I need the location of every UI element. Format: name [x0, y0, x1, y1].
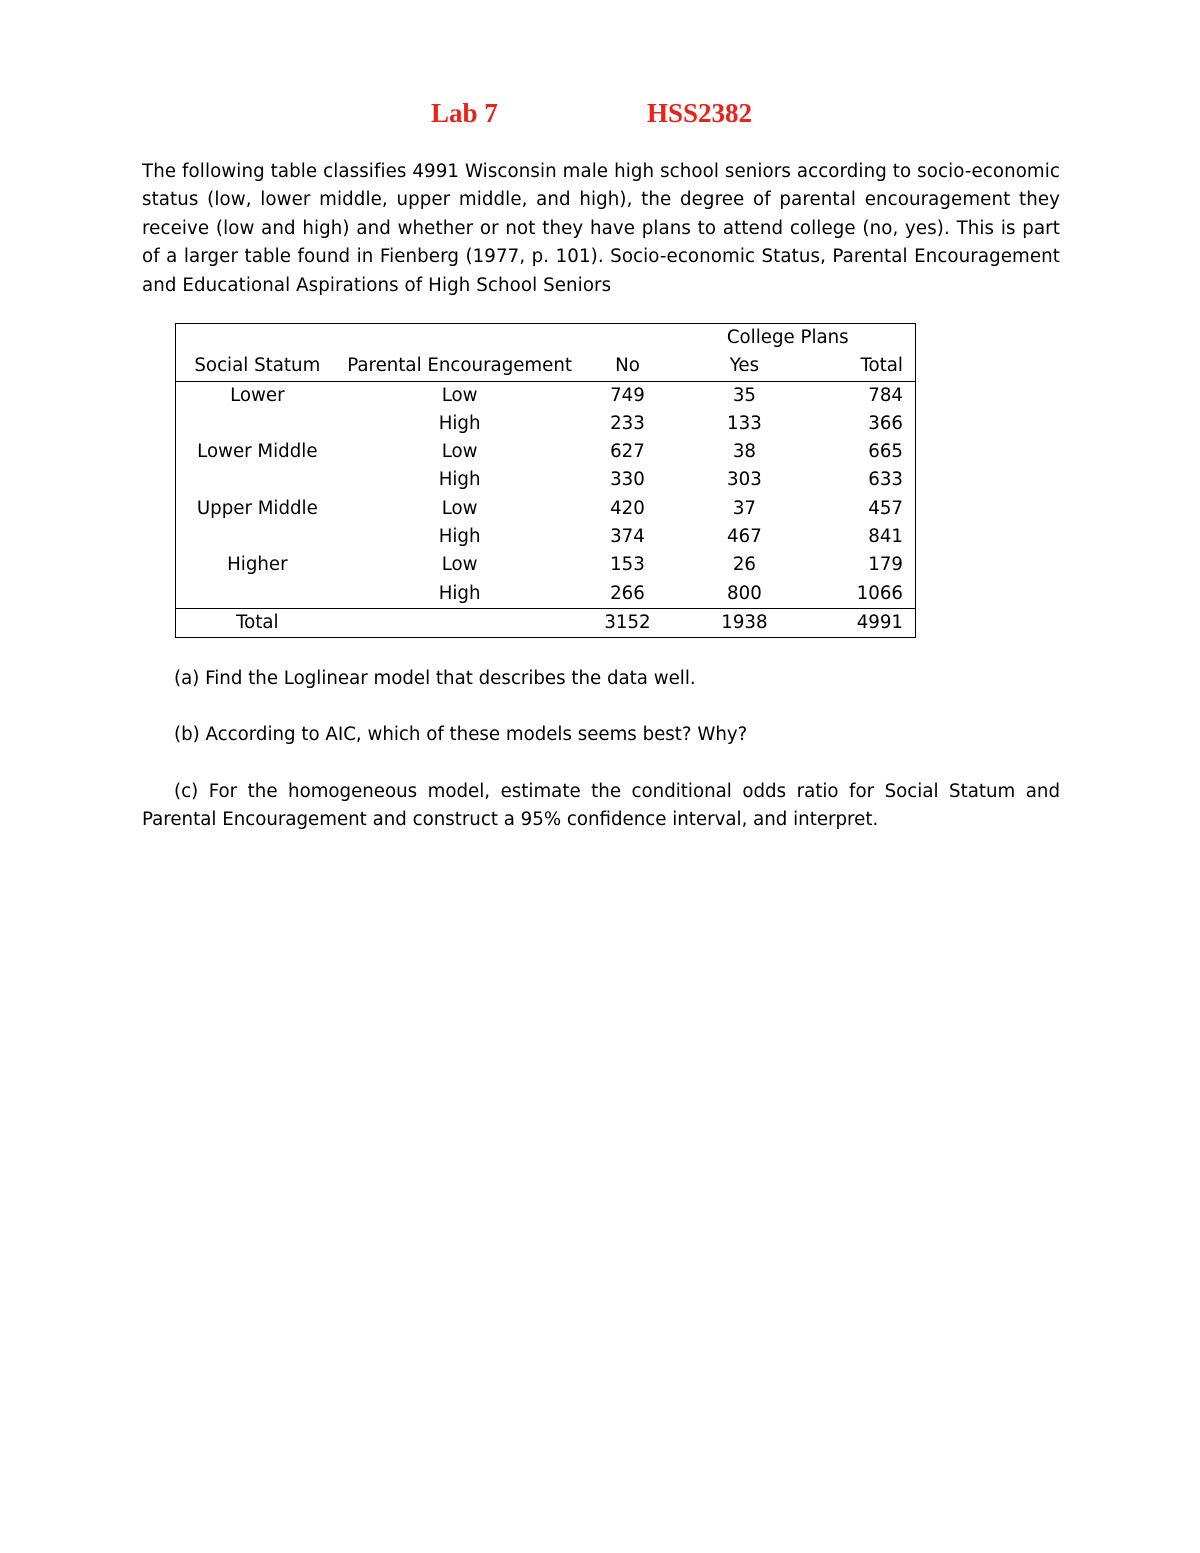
cell-total: 841	[868, 526, 903, 548]
header-no: No	[581, 352, 675, 381]
header-yes: Yes	[674, 352, 814, 381]
table-row	[176, 580, 916, 609]
table-row	[176, 381, 916, 410]
cell-yes: 467	[727, 526, 762, 548]
cell-total: 366	[868, 412, 903, 434]
cell-social	[176, 410, 339, 438]
table-header-row	[176, 352, 916, 381]
cell-total: 457	[868, 497, 903, 519]
cell-yes: 133	[727, 412, 762, 434]
cell-social: Upper Middle	[196, 497, 318, 519]
cell-encouragement: High	[438, 526, 481, 548]
cell-social: Higher	[227, 554, 288, 576]
cell-no: 153	[610, 554, 645, 576]
question-c: (c) For the homogeneous model, estimate the conditional odds ratio for Social Statum and Parental Encouragement and construct a 95% confidence interval, and interpret.	[142, 781, 1060, 831]
total-total: 4991	[814, 608, 915, 637]
table-row	[176, 551, 916, 579]
intro-paragraph: The following table classifies 4991 Wisconsin male high school seniors according to socio-economic status (low, lower middle, upper middle, and high), the degree of parental encouragement they receive (low and high) and whether or not they have plans to attend college (no, yes). This is part of a larger table found in Fienberg (1977, p. 101). Socio-economic Status, Parental Encouragement and Educational Aspirations of High School Seniors	[142, 161, 1060, 296]
cell-no: 374	[610, 526, 645, 548]
cell-total: 179	[868, 554, 903, 576]
cell-encouragement: Low	[441, 497, 478, 519]
total-no: 3152	[581, 608, 675, 637]
cell-no: 330	[610, 469, 645, 491]
total-label: Total	[176, 608, 339, 637]
document-title	[142, 98, 1060, 138]
cell-encouragement: High	[438, 412, 481, 434]
cell-total: 665	[868, 441, 903, 463]
cell-total: 633	[868, 469, 903, 491]
table-row	[176, 495, 916, 523]
header-social-statum: Social Statum	[176, 352, 339, 381]
cell-total: 784	[868, 384, 903, 406]
cell-yes: 35	[732, 384, 756, 406]
college-plans-header: College Plans	[726, 327, 849, 348]
question-a: (a) Find the Loglinear model that describes the data well.	[174, 668, 696, 689]
cell-yes: 800	[727, 582, 762, 604]
cell-no: 266	[610, 582, 645, 604]
table-group-header-row	[176, 324, 916, 353]
table-row	[176, 466, 916, 494]
cell-yes: 303	[727, 469, 762, 491]
total-encouragement	[339, 608, 581, 637]
cell-no: 749	[610, 384, 645, 406]
header-parental-encouragement: Parental Encouragement	[339, 352, 581, 381]
cell-yes: 26	[732, 554, 756, 576]
course-code: HSS2382	[647, 98, 753, 128]
table-row	[176, 410, 916, 438]
cell-encouragement: High	[438, 582, 481, 604]
data-table	[175, 323, 916, 638]
cell-social: Lower Middle	[197, 441, 318, 463]
cell-social	[176, 523, 339, 551]
table-row	[176, 438, 916, 466]
cell-social	[176, 580, 339, 609]
cell-social: Lower	[230, 384, 285, 406]
cell-encouragement: Low	[441, 441, 478, 463]
cell-social	[176, 466, 339, 494]
table-row	[176, 523, 916, 551]
cell-no: 420	[610, 497, 645, 519]
cell-encouragement: High	[438, 469, 481, 491]
question-b: (b) According to AIC, which of these models seems best? Why?	[174, 724, 748, 745]
header-total: Total	[814, 352, 915, 381]
table-total-row	[176, 608, 916, 637]
cell-no: 627	[610, 441, 645, 463]
cell-no: 233	[610, 412, 645, 434]
cell-encouragement: Low	[441, 554, 478, 576]
cell-yes: 38	[732, 441, 756, 463]
total-yes: 1938	[674, 608, 814, 637]
cell-encouragement: Low	[441, 384, 478, 406]
cell-yes: 37	[732, 497, 756, 519]
lab-title: Lab 7	[431, 98, 498, 128]
cell-total: 1066	[856, 582, 903, 604]
